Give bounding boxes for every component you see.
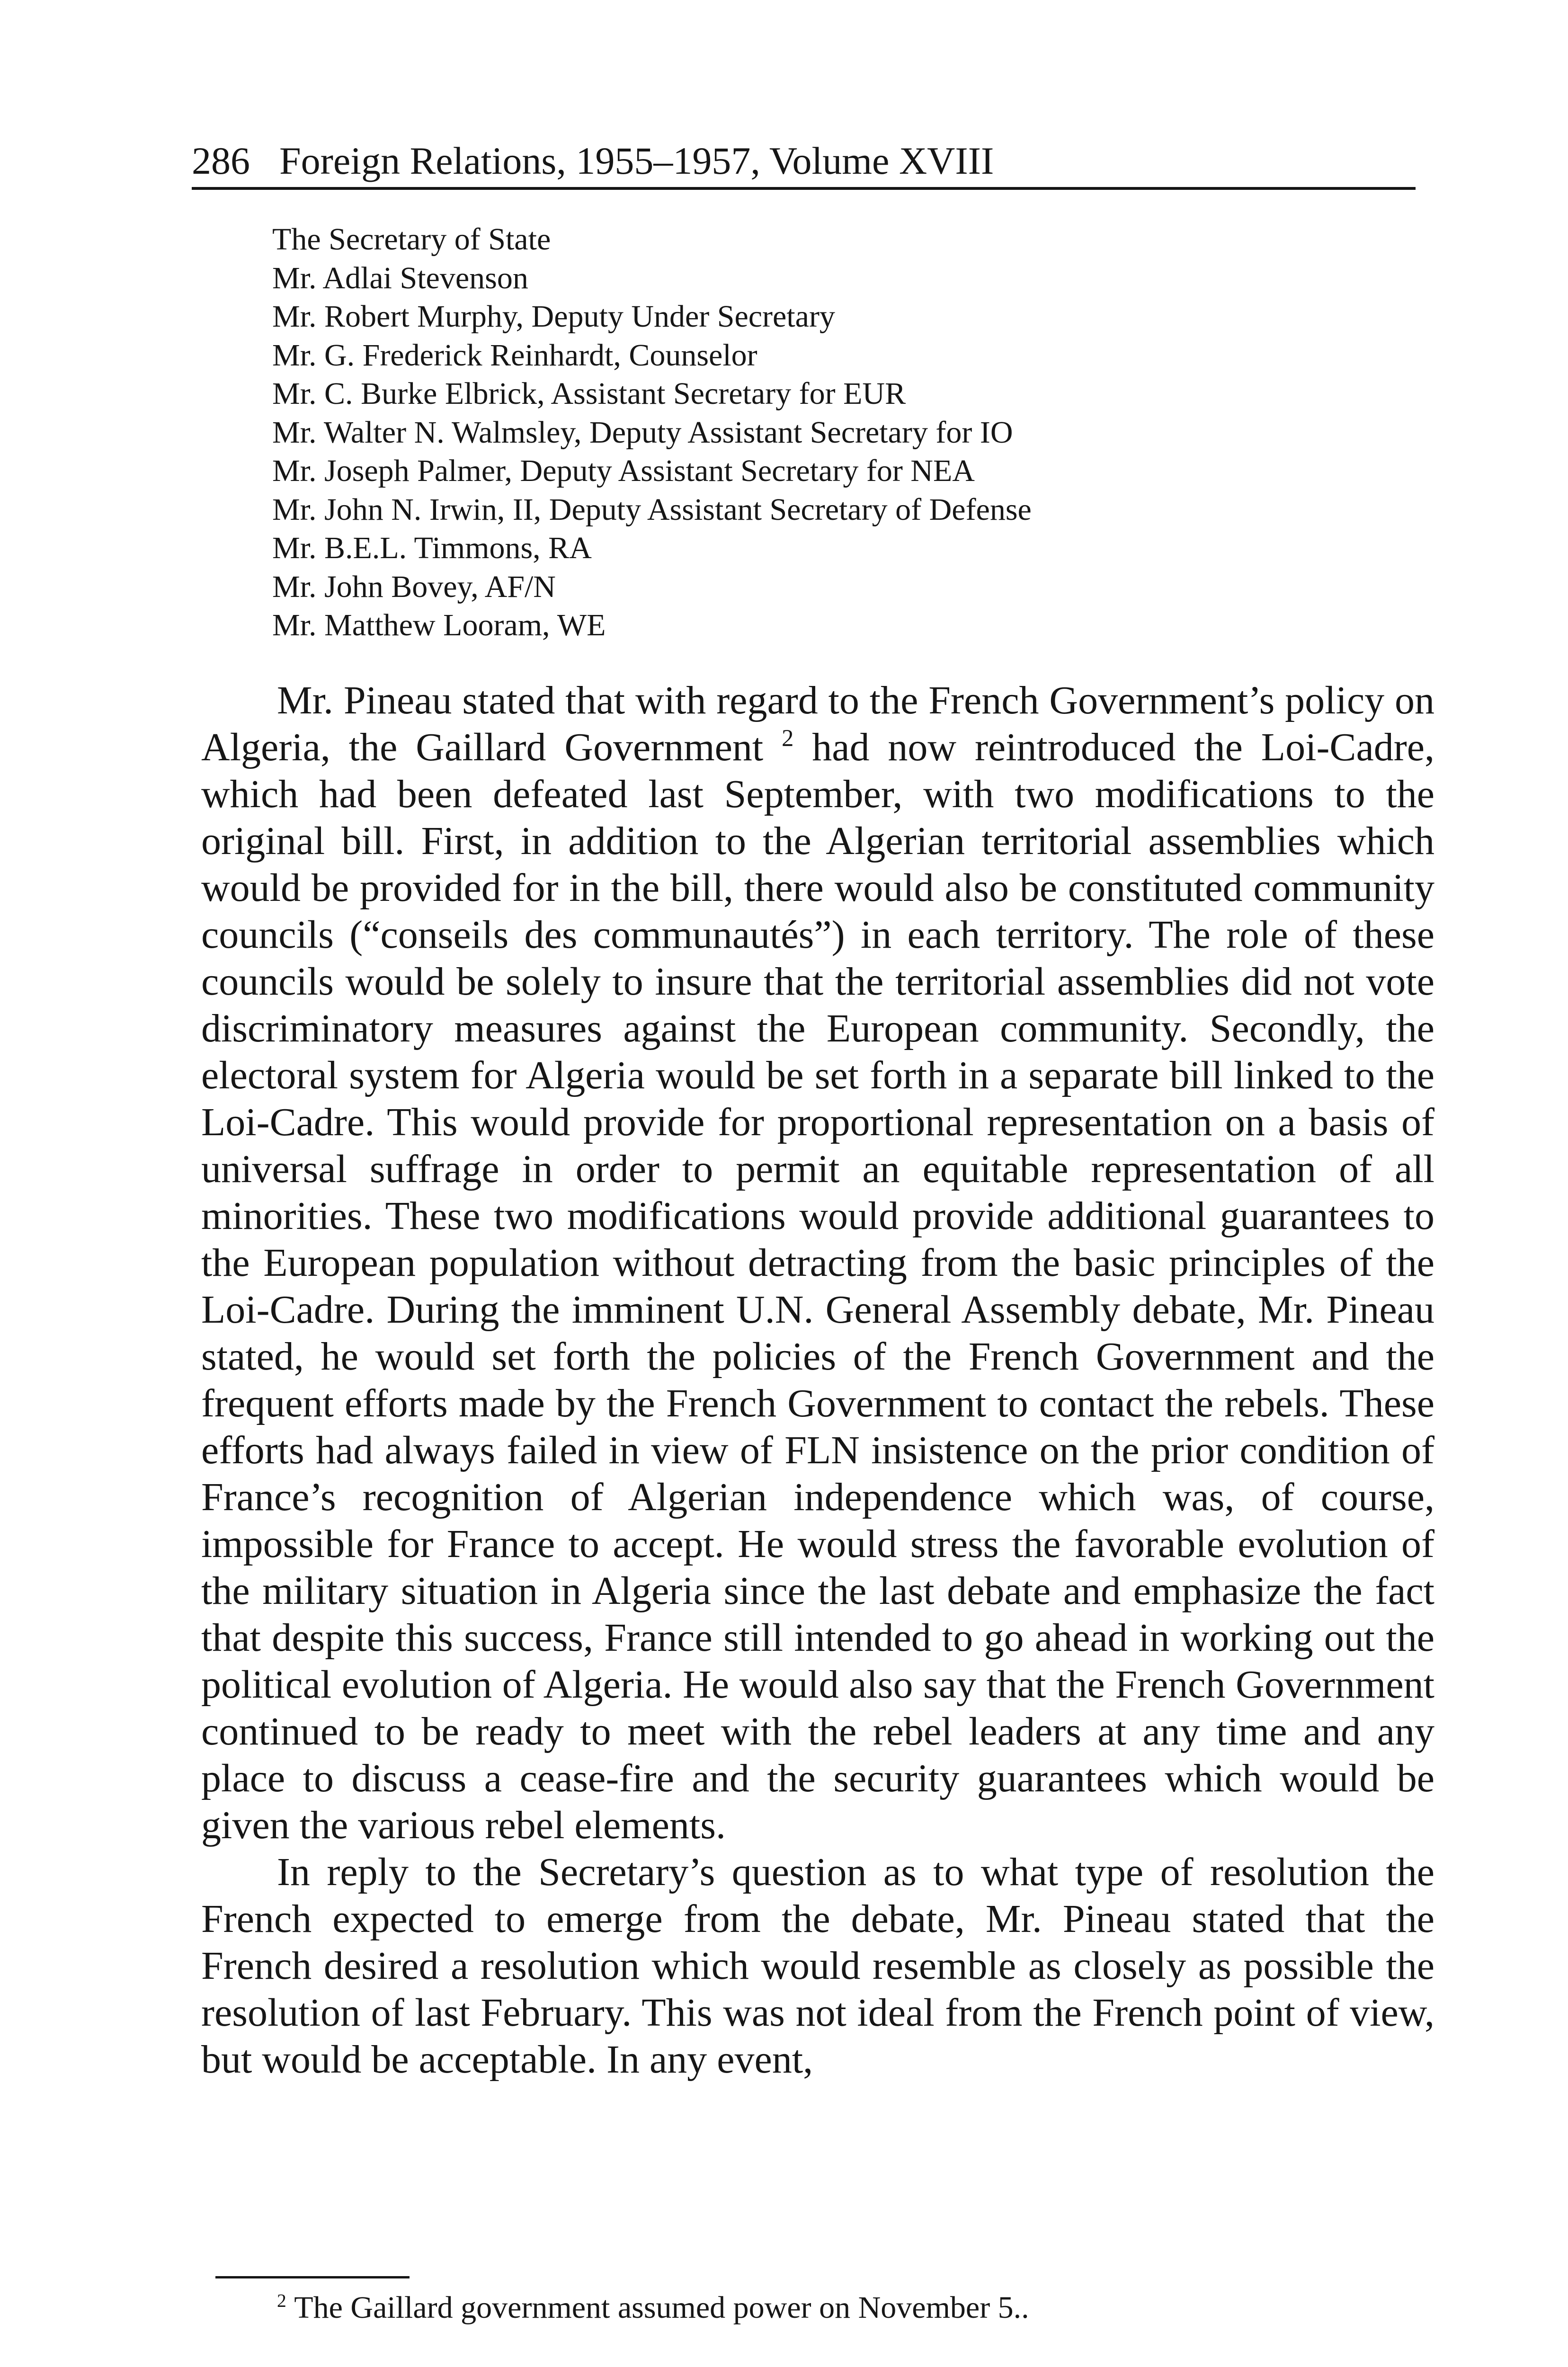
attendee-item: Mr. G. Frederick Reinhardt, Counselor (272, 338, 757, 373)
footnote-rule (215, 2276, 410, 2278)
attendee-item: Mr. C. Burke Elbrick, Assistant Secretary for EUR (272, 376, 906, 411)
attendee-item: Mr. Adlai Stevenson (272, 260, 528, 295)
paragraph-pineau-policy (201, 677, 1434, 1849)
paragraph-resolution: In reply to the Secretary’s question as to what type of resolution the French expected to emerge from the debate, Mr. Pineau stated that the French desired a resolution which would resemble as closely as possible the resolution of last February. This was not ideal from the French point of view, but would be acceptable. In any event, (201, 1850, 1434, 2082)
paragraph-1-text-start: Mr. Pineau stated that with regard to the French Government’s policy on Algeria, the Gaillard Government (201, 678, 1434, 769)
attendee-item: Mr. Joseph Palmer, Deputy Assistant Secretary for NEA (272, 454, 975, 488)
attendee-item: Mr. John N. Irwin, II, Deputy Assistant Secretary of Defense (272, 492, 1032, 527)
paragraph-1-text-end: had now reintroduced the Loi-Cadre, which had been defeated last September, with two modifications to the original bill. First, in addition to the Algerian territorial assemblies which would be provided for in the bill, there would also be constituted community councils (“conseils des communautés”) in each territory. The role of these councils would be solely to insure that the territorial assemblies did not vote discriminatory measures against the European community. Secondly, the electoral system for Algeria would be set forth in a separate bill linked to the Loi-Cadre. This would provide for proportional representation on a basis of universal suffrage in order to permit an equitable representation of all minorities. These two modifications would provide additional guarantees to the European population without detracting from the basic principles of the Loi-Cadre. During the imminent U.N. General Assembly debate, Mr. Pineau stated, he would set forth the policies of the French Government and the frequent efforts made by the French Government to contact the rebels. These efforts had always failed in view of FLN insistence on the prior condition of France’s recognition of Algerian independence which was, of course, impossible for France to accept. He would stress the favorable evolution of the military situation in Algeria since the last debate and emphasize the fact that despite this success, France still intended to go ahead in working out the political evolution of Algeria. He would also say that the French Government continued to be ready to meet with the rebel leaders at any time and any place to discuss a cease-fire and the security guarantees which would be given the various rebel elements. (201, 725, 1434, 1847)
attendee-item: Mr. Robert Murphy, Deputy Under Secretary (272, 299, 835, 334)
footnote (277, 2287, 1029, 2329)
running-title: Foreign Relations, 1955–1957, Volume XVIII (279, 139, 994, 182)
attendee-item: Mr. John Bovey, AF/N (272, 569, 556, 604)
footnote-text: The Gaillard government assumed power on November 5.. (294, 2290, 1029, 2325)
attendee-list (272, 220, 1032, 645)
attendee-item: Mr. Matthew Looram, WE (272, 608, 606, 642)
body-text (201, 677, 1434, 2083)
footnote-reference: 2 (782, 724, 794, 751)
running-header (192, 135, 1416, 190)
attendee-item: Mr. Walter N. Walmsley, Deputy Assistant Secretary for IO (272, 415, 1013, 450)
page-number: 286 (192, 139, 250, 182)
attendee-item: Mr. B.E.L. Timmons, RA (272, 531, 592, 565)
footnote-marker: 2 (277, 2290, 286, 2311)
attendee-item: The Secretary of State (272, 222, 551, 257)
